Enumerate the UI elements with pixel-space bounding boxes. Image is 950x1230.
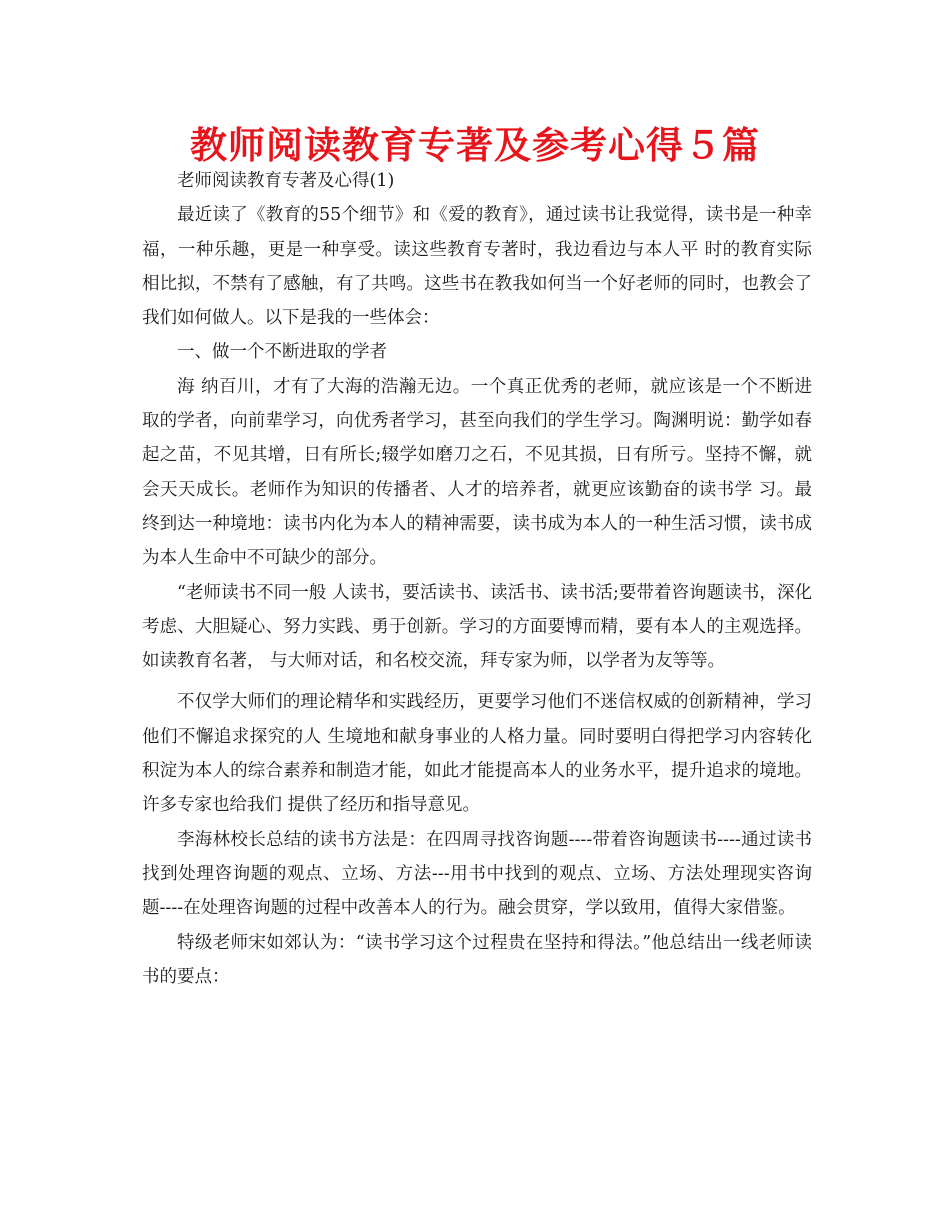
body-paragraph: 不仅学大师们的理论精华和实践经历，更要学习他们不迷信权威的创新精神，学习他们不懈追求探究的人 生境地和献身事业的人格力量。同时要明白得把学习内容转化积淀为本人的综合素养和制造才能，如此才能提高本人的业务水平，提升追求的境地。许多专家也给我们 提供了经历和指导意见。 — [142, 692, 812, 816]
section-heading: 一、做一个不断进取的学者 — [177, 342, 387, 363]
subtitle-paragraph: 老师阅读教育专著及心得(1) — [177, 171, 395, 191]
body-paragraph: 最近读了《教育的55个细节》和《爱的教育》，通过读书让我觉得，读书是一种幸福，一种乐趣，更是一种享受。读这些教育专著时，我边看边与本人平 时的教育实际相比拟，不禁有了感触，有了共鸣。这些书在教我如何当一个好老师的同时，也教会了我们如何做人。以下是我的一些体会： — [142, 205, 812, 329]
body-paragraph: 海 纳百川，才有了大海的浩瀚无边。一个真正优秀的老师，就应该是一个不断进取的学者，向前辈学习，向优秀者学习，甚至向我们的学生学习。陶渊明说：勤学如春 起之苗，不见其增，日有所长;辍学如磨刀之石，不见其损，日有所亏。坚持不懈，就会天天成长。老师作为知识的传播者、人才的培养者，就更应该勤奋的读书学 习。最终到达一种境地：读书内化为本人的精神需要，读书成为本人的一种生活习惯，读书成为本人生命中不可缺少的部分。 — [142, 376, 812, 569]
body-paragraph: “老师读书不同一般 人读书，要活读书、读活书、读书活;要带着咨询题读书，深化考虑、大胆疑心、努力实践、勇于创新。学习的方面要博而精，要有本人的主观选择。如读教育名著， 与大师对话，和名校交流，拜专家为师，以学者为友等等。 — [142, 582, 812, 672]
body-paragraph: 特级老师宋如郊认为：“读书学习这个过程贵在坚持和得法。”他总结出一线老师读书的要点： — [142, 932, 812, 987]
body-paragraph: 李海林校长总结的读书方法是：在四周寻找咨询题----带着咨询题读书----通过读书找到处理咨询题的观点、立场、方法---用书中找到的观点、立场、方法处理现实咨询题----在处理咨询题的过程中改善本人的行为。融会贯穿，学以致用，值得大家借鉴。 — [142, 829, 812, 919]
document-title: 教师阅读教育专著及参考心得５篇 — [190, 124, 760, 167]
document-body — [142, 164, 812, 994]
